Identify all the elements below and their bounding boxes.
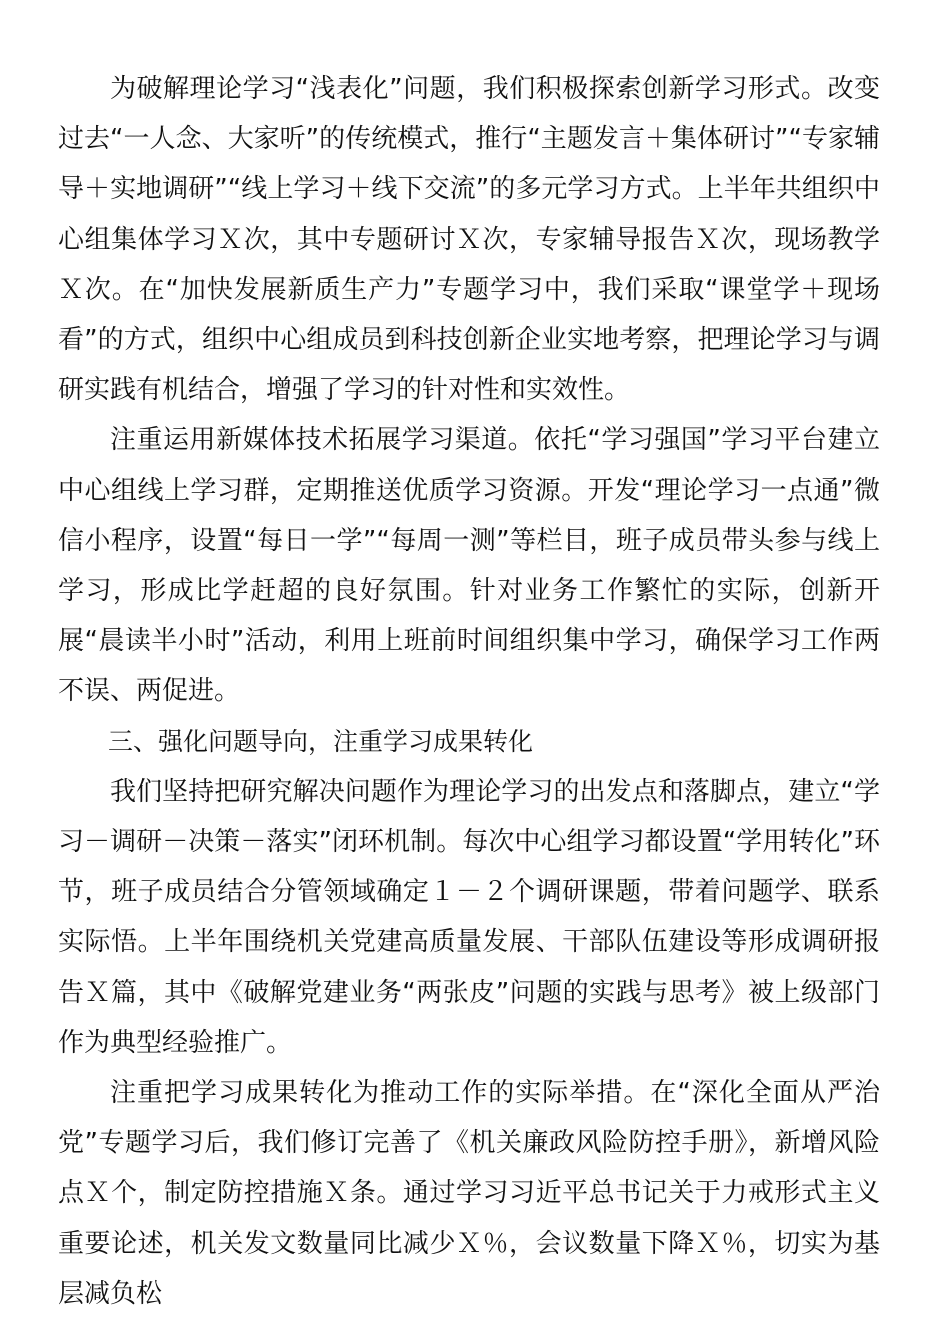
paragraph-results-transformation: 注重把学习成果转化为推动工作的实际举措。在“深化全面从严治党”专题学习后，我们修订完善了《机关廉政风险防控手册》，新增风险点Ｘ个，制定防控措施Ｘ条。通过学习习近平总书记关于力戒形式主义重要论述，机关发文数量同比减少Ｘ％，会议数量下降Ｘ％，切实为基层减负松 xyxy=(58,1078,880,1309)
document-body xyxy=(58,64,880,1319)
section-heading-3: 三、强化问题导向，注重学习成果转化 xyxy=(108,726,534,756)
paragraph-problem-orientation: 我们坚持把研究解决问题作为理论学习的出发点和落脚点，建立“学习－调研－决策－落实”闭环机制。每次中心组学习都设置“学用转化”环节，班子成员结合分管领域确定１－２个调研课题，带着问题学、联系实际悟。上半年围绕机关党建高质量发展、干部队伍建设等形成调研报告Ｘ篇，其中《破解党建业务“两张皮”问题的实践与思考》被上级部门作为典型经验推广。 xyxy=(58,776,880,1058)
paragraph-learning-forms: 为破解理论学习“浅表化”问题，我们积极探索创新学习形式。改变过去“一人念、大家听”的传统模式，推行“主题发言＋集体研讨”“专家辅导＋实地调研”“线上学习＋线下交流”的多元学习方式。上半年共组织中心组集体学习Ｘ次，其中专题研讨Ｘ次，专家辅导报告Ｘ次，现场教学Ｘ次。在“加快发展新质生产力”专题学习中，我们采取“课堂学＋现场看”的方式，组织中心组成员到科技创新企业实地考察，把理论学习与调研实践有机结合，增强了学习的针对性和实效性。 xyxy=(58,74,880,406)
paragraph-new-media: 注重运用新媒体技术拓展学习渠道。依托“学习强国”学习平台建立中心组线上学习群，定期推送优质学习资源。开发“理论学习一点通”微信小程序，设置“每日一学”“每周一测”等栏目，班子成员带头参与线上学习，形成比学赶超的良好氛围。针对业务工作繁忙的实际，创新开展“晨读半小时”活动，利用上班前时间组织集中学习，确保学习工作两不误、两促进。 xyxy=(58,425,880,707)
